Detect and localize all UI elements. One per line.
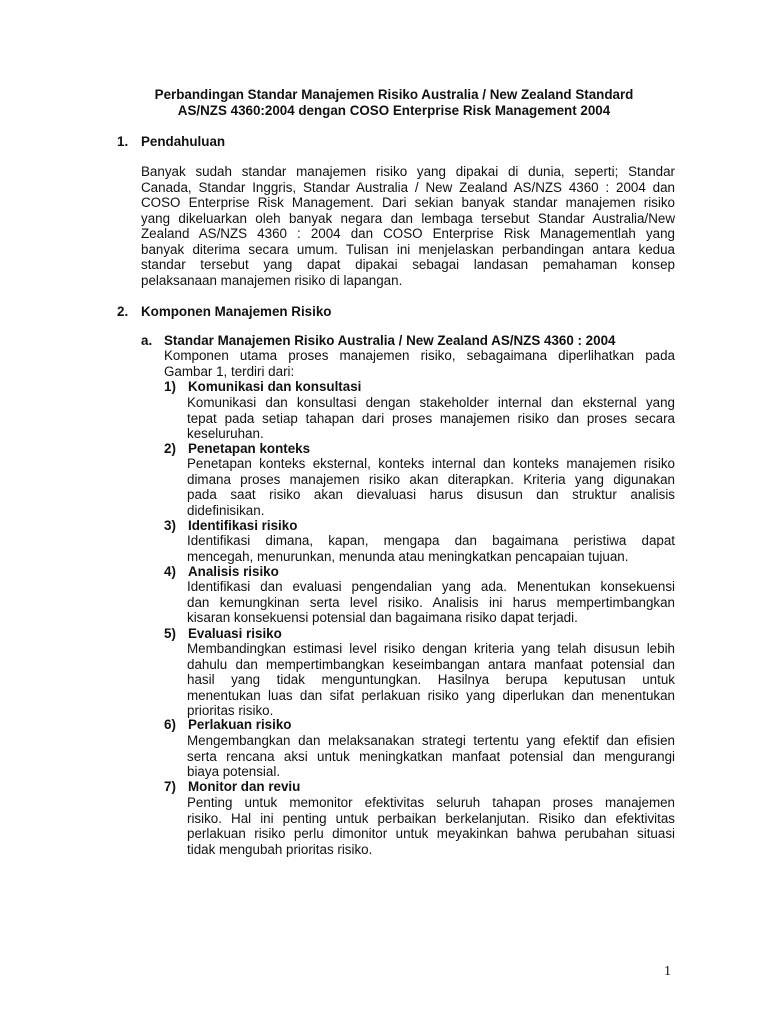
paragraph-line: dan kemungkinan serta level risiko. Analisis ini harus mempertimbangkan	[187, 594, 675, 610]
paragraph-line: mencegah, menurunkan, menunda atau meningkatkan pencapaian tujuan.	[187, 548, 629, 564]
item-2-title: Penetapan konteks	[188, 441, 311, 456]
paragraph-line: Gambar 1, terdiri dari:	[164, 363, 295, 379]
paragraph-line: Komunikasi dan konsultasi dengan stakeholder internal dan eksternal yang	[187, 395, 675, 410]
item-7-body	[187, 795, 675, 857]
paragraph-line: Banyak sudah standar manajemen risiko yang dipakai di dunia, seperti; Standar	[141, 164, 675, 179]
paragraph-line: dimana proses manajemen risiko akan diterapkan. Kriteria yang digunakan	[187, 471, 675, 487]
section-1-paragraph	[141, 164, 675, 288]
paragraph-line: Membandingkan estimasi level risiko dengan kriteria yang telah disusun lebih	[187, 641, 675, 656]
item-1-title: Komunikasi dan konsultasi	[188, 379, 362, 394]
paragraph-line: kisaran konsekuensi potensial dan bagaimana risiko dapat terjadi.	[187, 610, 578, 625]
subsection-a-intro	[164, 348, 675, 379]
item-5-heading	[164, 626, 282, 642]
paragraph-line: Mengembangkan dan melaksanakan strategi tertentu yang efektif dan efisien	[187, 733, 675, 748]
item-6-body	[187, 733, 675, 780]
paragraph-line: Penetapan konteks eksternal, konteks internal dan konteks manajemen risiko	[187, 456, 675, 471]
title-line-2: AS/NZS 4360:2004 dengan COSO Enterprise Risk Management 2004	[177, 102, 611, 118]
paragraph-line: menentukan luas dan sifat perlakuan risiko yang diperlukan dan menentukan	[187, 687, 675, 703]
paragraph-line: yang dikeluarkan oleh banyak negara dan lembaga tersebut Standar Australia/New	[141, 210, 675, 226]
item-3-body	[187, 533, 675, 564]
item-7-title: Monitor dan reviu	[188, 779, 301, 794]
item-4-title: Analisis risiko	[188, 564, 279, 579]
paragraph-line: banyak diterima secara umum. Tulisan ini menjelaskan perbandingan antara kedua	[141, 241, 675, 257]
item-1-marker: 1)	[164, 379, 176, 394]
item-5-title: Evaluasi risiko	[188, 626, 282, 641]
paragraph-line: pelaksanaan manajemen risiko di lapangan.	[141, 272, 403, 288]
item-7-heading	[164, 779, 300, 795]
item-3-title: Identifikasi risiko	[188, 518, 298, 533]
document-title	[100, 87, 688, 118]
paragraph-line: Canada, Standar Inggris, Standar Australia / New Zealand AS/NZS 4360 : 2004 dan	[141, 179, 675, 195]
paragraph-line: perlakuan risiko perlu dimonitor untuk meyakinkan bahwa perubahan situasi	[187, 826, 675, 841]
paragraph-line: biaya potensial.	[187, 764, 281, 779]
item-3-marker: 3)	[164, 518, 176, 533]
subsection-a-title: Standar Manajemen Risiko Australia / New Zealand AS/NZS 4360 : 2004	[164, 333, 616, 348]
item-2-body	[187, 456, 675, 518]
item-5-body	[187, 641, 675, 719]
item-2-marker: 2)	[164, 441, 176, 456]
paragraph-line: Identifikasi dimana, kapan, mengapa dan bagaimana peristiwa dapat	[187, 533, 675, 548]
item-4-body	[187, 579, 675, 626]
paragraph-line: dahulu dan mempertimbangkan keseimbangan antara manfaat potensial dan	[187, 656, 675, 672]
item-1-body	[187, 395, 675, 442]
paragraph-line: tidak mengubah prioritas risiko.	[187, 841, 373, 857]
paragraph-line: Identifikasi dan evaluasi pengendalian yang ada. Menentukan konsekuensi	[187, 579, 675, 594]
paragraph-line: COSO Enterprise Risk Management. Dari sekian banyak standar manajemen risiko	[141, 195, 675, 210]
paragraph-line: serta rencana aksi untuk meningkatkan manfaat potensial dan mengurangi	[187, 748, 675, 764]
paragraph-line: prioritas risiko.	[187, 703, 274, 718]
paragraph-line: didefinisikan.	[187, 502, 265, 518]
subsection-a-heading	[141, 333, 615, 349]
paragraph-line: pada saat risiko akan dievaluasi harus disusun dan struktur analisis	[187, 487, 675, 502]
item-5-marker: 5)	[164, 626, 176, 641]
paragraph-line: keseluruhan.	[187, 426, 264, 441]
page-number: 1	[664, 964, 671, 979]
section-1-number: 1.	[117, 134, 129, 149]
section-2-number: 2.	[117, 304, 129, 319]
section-2-heading	[117, 304, 331, 320]
paragraph-line: tepat pada setiap tahapan dari proses manajemen risiko dan proses secara	[187, 410, 675, 426]
item-4-marker: 4)	[164, 564, 176, 579]
item-6-title: Perlakuan risiko	[188, 717, 292, 732]
title-line-1: Perbandingan Standar Manajemen Risiko Australia / New Zealand Standard	[154, 87, 634, 102]
paragraph-line: risiko. Hal ini penting untuk perbaikan berkelanjutan. Risiko dan efektivitas	[187, 810, 675, 826]
section-1-heading	[117, 134, 225, 150]
item-7-marker: 7)	[164, 779, 176, 794]
subsection-a-marker: a.	[141, 333, 153, 348]
item-2-heading	[164, 441, 310, 457]
item-6-marker: 6)	[164, 717, 176, 732]
paragraph-line: Penting untuk memonitor efektivitas seluruh tahapan proses manajemen	[187, 795, 675, 810]
paragraph-line: Zealand AS/NZS 4360 : 2004 dan COSO Enterprise Risk Managementlah yang	[141, 226, 675, 241]
item-3-heading	[164, 518, 297, 534]
section-2-title: Komponen Manajemen Risiko	[141, 304, 332, 319]
section-1-title: Pendahuluan	[141, 134, 226, 149]
paragraph-line: hasil yang tidak menguntungkan. Hasilnya berupa keputusan untuk	[187, 672, 675, 687]
item-4-heading	[164, 564, 279, 580]
item-1-heading	[164, 379, 361, 395]
paragraph-line: standar tersebut yang dapat dipakai sebagai landasan pemahaman konsep	[141, 257, 675, 272]
paragraph-line: Komponen utama proses manajemen risiko, sebagaimana diperlihatkan pada	[164, 348, 675, 363]
item-6-heading	[164, 717, 291, 733]
